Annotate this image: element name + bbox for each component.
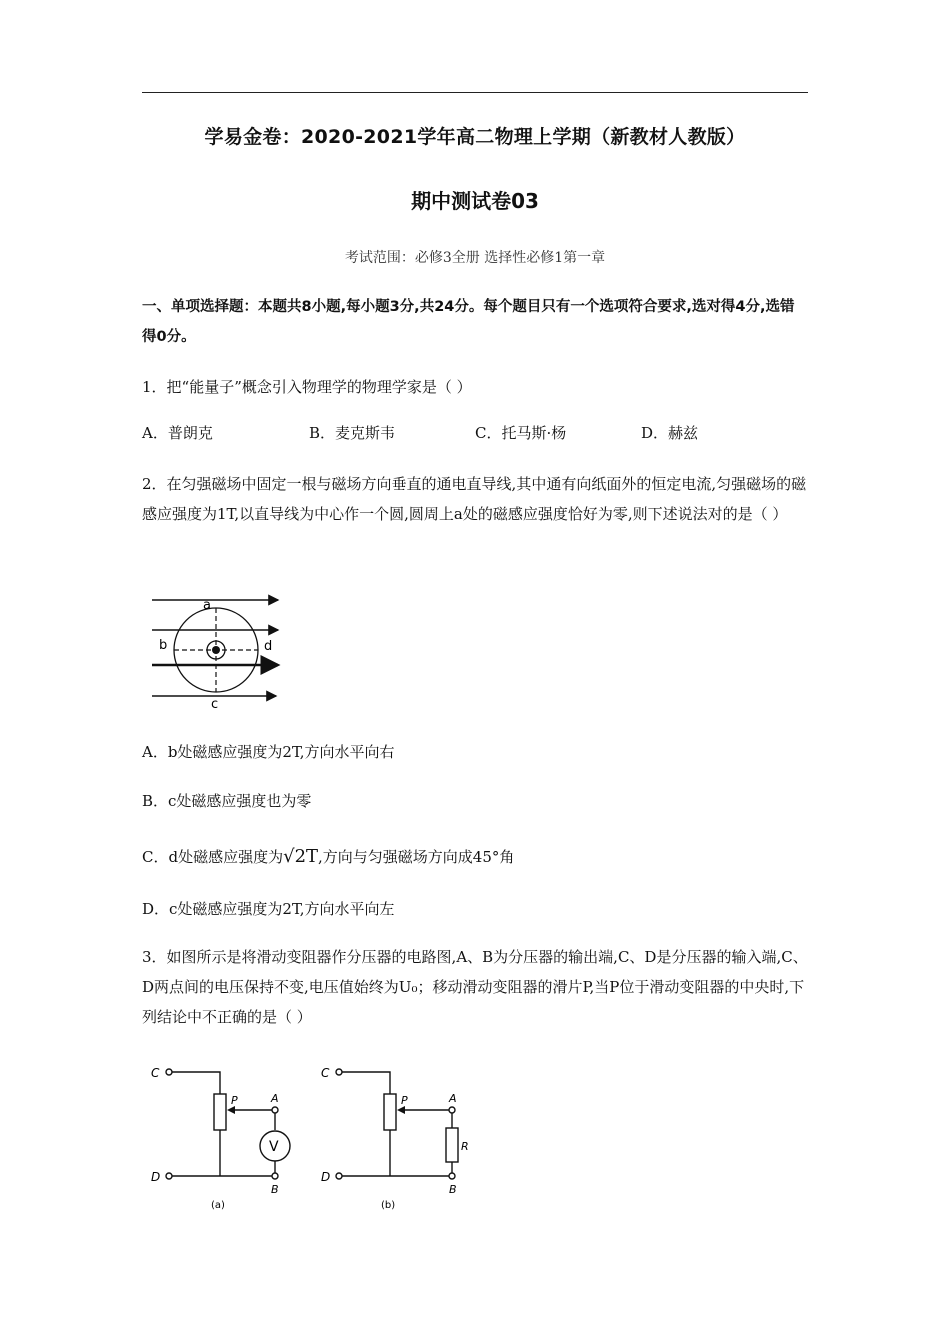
exam-scope: 考试范围：必修3全册 选择性必修1第一章	[344, 250, 606, 266]
q2-option-a: A．b处磁感应强度为2T,方向水平向右	[142, 743, 395, 761]
label-b: b	[159, 638, 168, 653]
label-a: a	[203, 598, 211, 613]
voltmeter-label: V	[269, 1139, 279, 1155]
page-subtitle: 期中测试卷03	[411, 189, 539, 213]
fig-a-label-p: P	[231, 1094, 238, 1107]
fig-b-label-b: B	[449, 1183, 457, 1196]
fig-b-label-d: D	[321, 1170, 331, 1184]
q1-option-a: A．普朗克	[142, 424, 213, 442]
question-1-stem: 1．把“能量子”概念引入物理学的物理学家是（ ）	[142, 378, 472, 396]
fig-a-label-a: A	[271, 1092, 279, 1105]
q1-option-c: C．托马斯·杨	[475, 424, 567, 442]
q1-option-b: B．麦克斯韦	[309, 424, 396, 442]
fig-a-label-c: C	[151, 1066, 160, 1080]
q1-option-d: D．赫兹	[641, 424, 699, 442]
question-1-options	[142, 422, 808, 450]
sqrt-2t: √2T	[283, 846, 319, 867]
question-2-stem: 2．在匀强磁场中固定一根与磁场方向垂直的通电直导线,其中通有向纸面外的恒定电流,匀强磁场的磁感应强度为1T,以直导线为中心作一个圆,圆周上a处的磁感应强度恰好为零,则下述说法对的是（ ）	[142, 475, 807, 523]
q2-option-b: B．c处磁感应强度也为零	[142, 792, 312, 810]
header-rule	[142, 92, 808, 93]
current-out-dot	[212, 646, 220, 654]
page-title: 学易金卷：2020-2021学年高二物理上学期（新教材人教版）	[204, 126, 746, 148]
fig-a-label-d: D	[151, 1170, 161, 1184]
fig-b-label-a: A	[449, 1092, 457, 1105]
magnetic-field-figure	[148, 590, 288, 710]
fig-b-label-c: C	[321, 1066, 330, 1080]
resistor-label: R	[461, 1140, 469, 1153]
fig-b-label-p: P	[401, 1094, 408, 1107]
fig-a-label-b: B	[271, 1183, 279, 1196]
fig-a-caption: (a)	[211, 1200, 225, 1211]
label-c: c	[211, 697, 219, 710]
label-d: d	[264, 639, 273, 654]
section-heading: 一、单项选择题：本题共8小题,每小题3分,共24分。每个题目只有一个选项符合要求,选对得4分,选错得0分。	[142, 299, 795, 345]
circuit-figure-b	[315, 1060, 475, 1220]
q2-option-d: D．c处磁感应强度为2T,方向水平向左	[142, 900, 395, 918]
question-3-stem: 3．如图所示是将滑动变阻器作分压器的电路图,A、B为分压器的输出端,C、D是分压器的输入端,C、D两点间的电压保持不变,电压值始终为U₀；移动滑动变阻器的滑片P,当P位于滑动变阻器的中央时,下列结论中不正确的是（ ）	[142, 948, 808, 1026]
circuit-figure-a	[145, 1060, 305, 1220]
fig-b-caption: (b)	[381, 1200, 396, 1211]
q2-option-c: C．d处磁感应强度为√2T,方向与匀强磁场方向成45°角	[142, 846, 515, 867]
